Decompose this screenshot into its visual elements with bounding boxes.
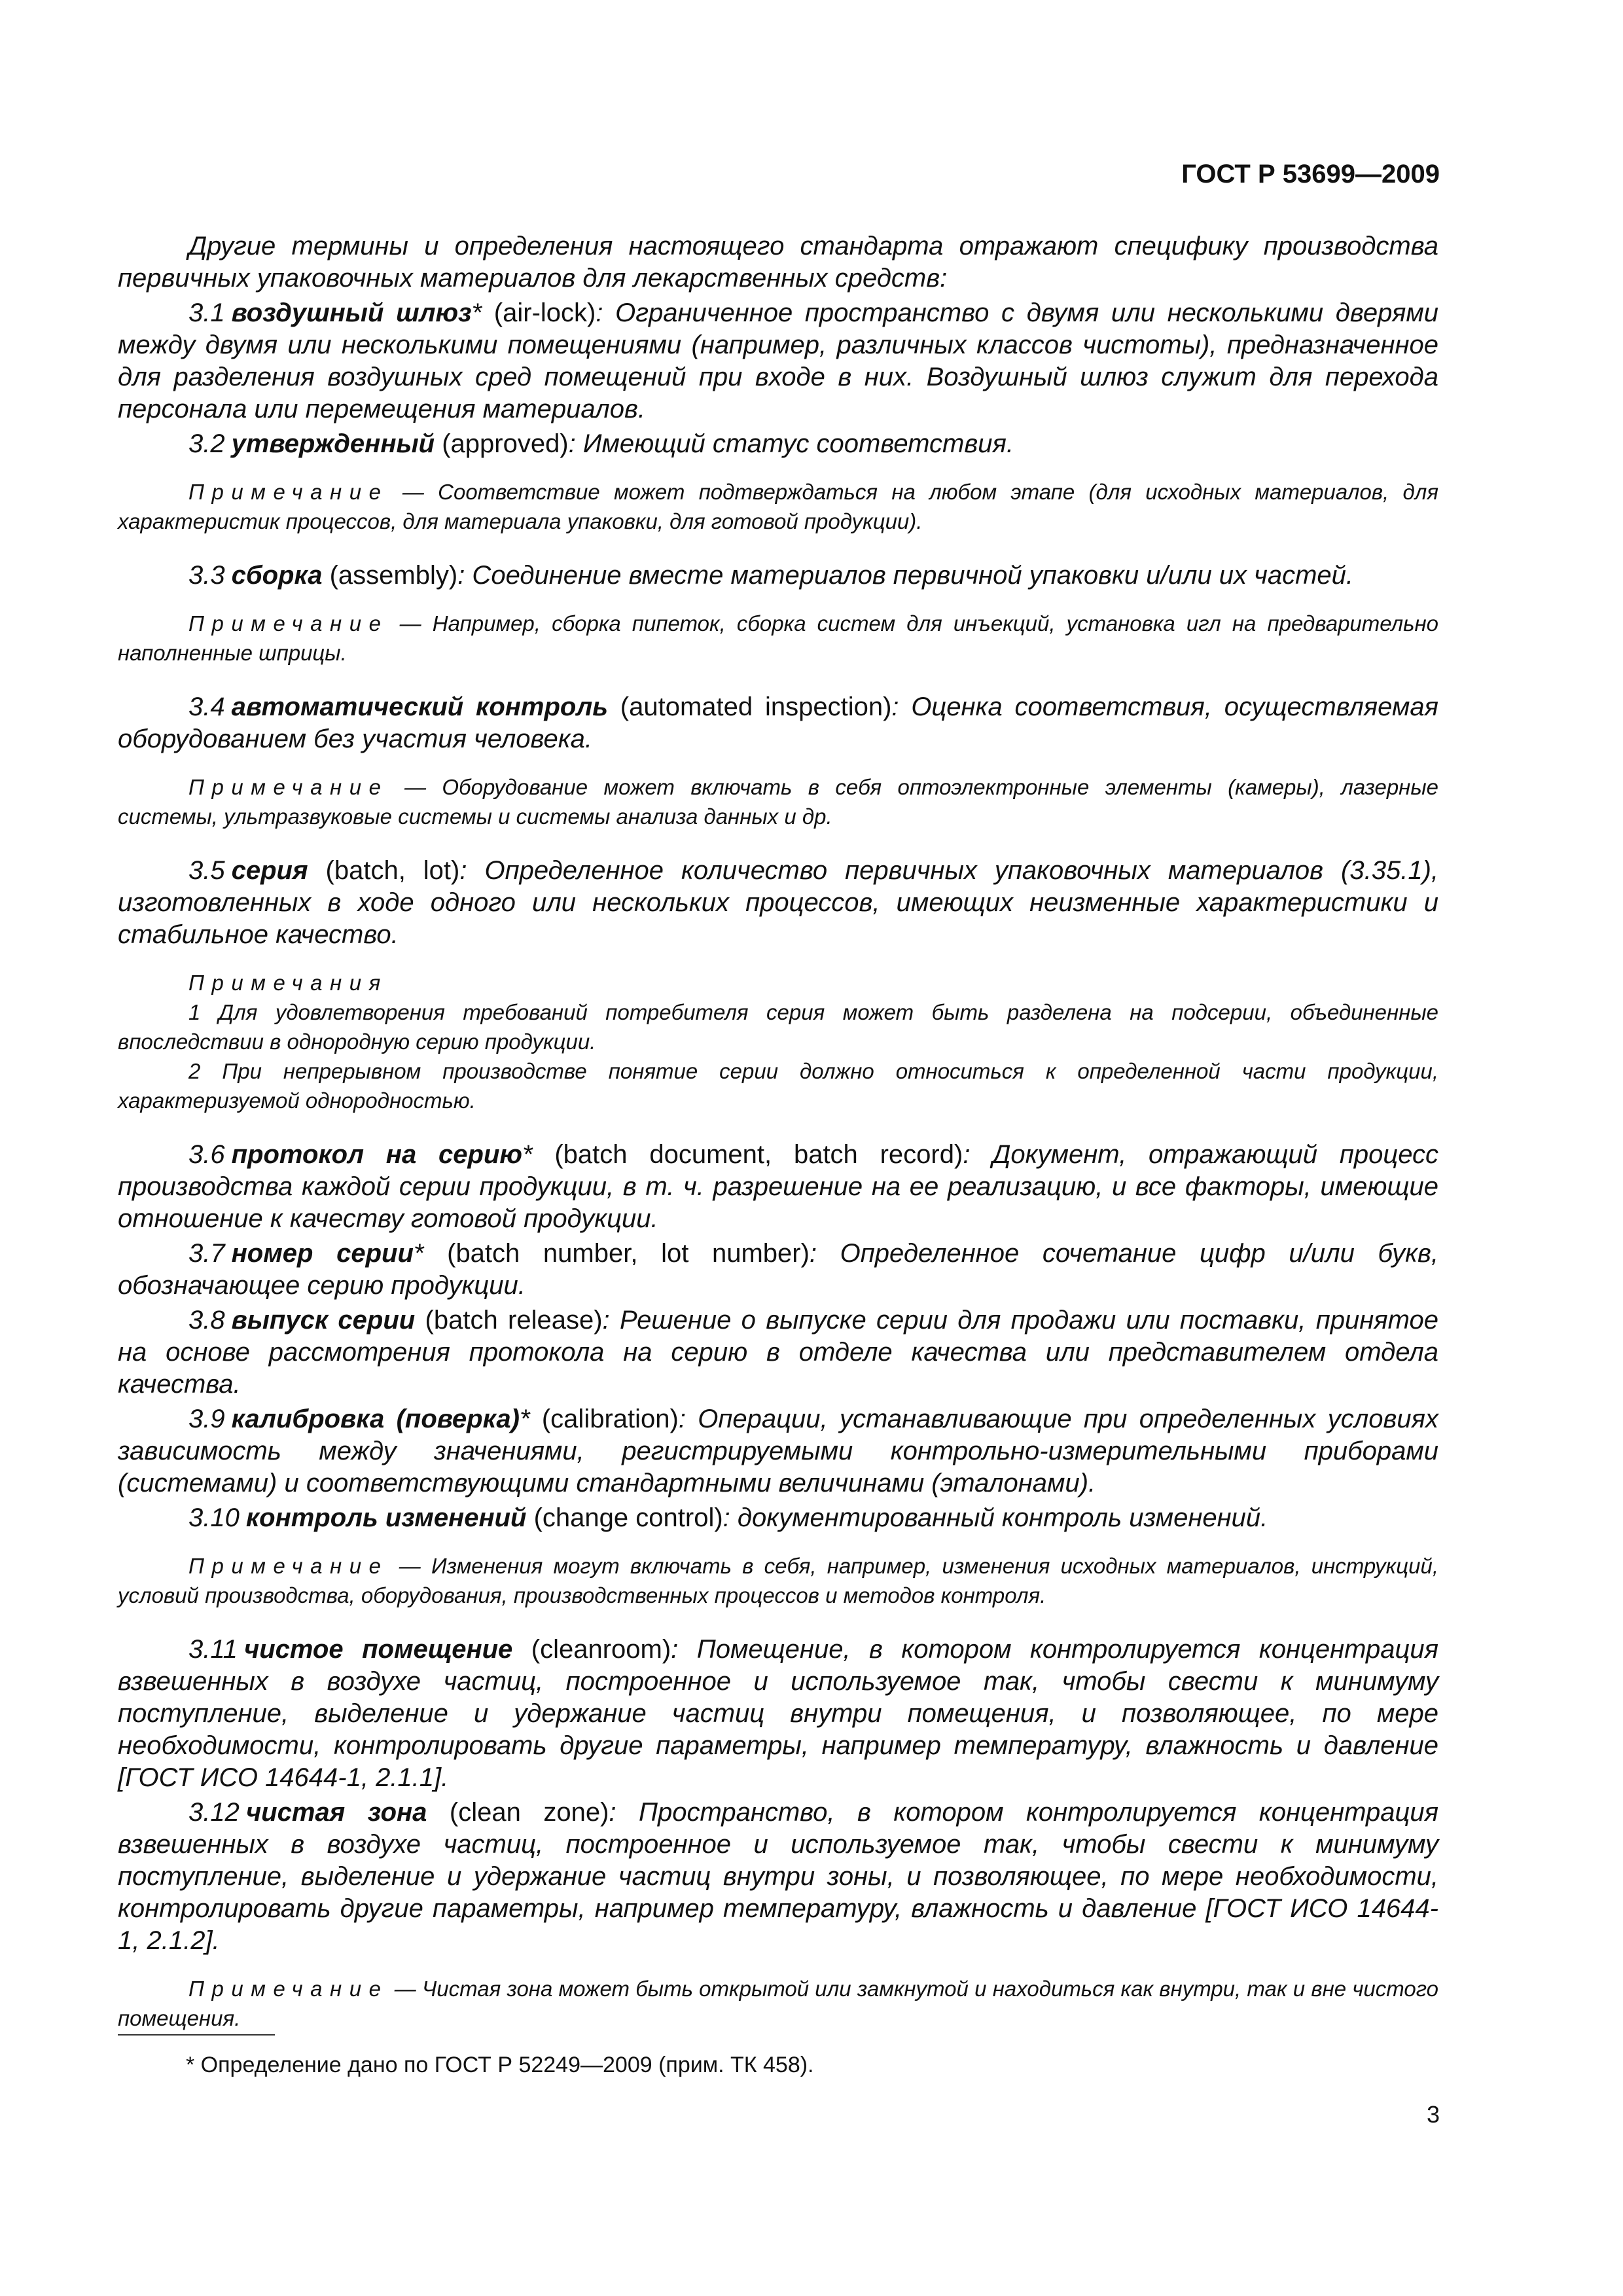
term-mark: * [522, 1140, 533, 1169]
term-english: (cleanroom) [512, 1635, 671, 1664]
note-dash: — [388, 1554, 432, 1578]
document-header: ГОСТ Р 53699—2009 [1181, 160, 1440, 188]
term-number: 3.2 [188, 429, 225, 458]
term-definition: : Операции, устанавливающие при определенных условиях зависимость между значениями, регистрируемыми контрольно-измерительными приборами (системами) и соответствующими стандартными величинами (эталонами). [118, 1405, 1438, 1498]
term-number: 3.3 [188, 561, 225, 590]
term-number: 3.5 [188, 856, 225, 885]
term-english: (assembly) [322, 561, 458, 590]
note-3-4 [118, 772, 1438, 831]
term-name: чистое помещение [243, 1635, 513, 1664]
term-definition: : Имеющий статус соответствия. [568, 429, 1014, 458]
note-3-10 [118, 1551, 1438, 1610]
document-body [118, 230, 1438, 2033]
note-dash: — [388, 1977, 423, 2001]
notes-heading: Примечания [188, 971, 388, 995]
term-number: 3.8 [188, 1306, 225, 1335]
term-english: (batch release) [415, 1306, 603, 1335]
term-definition: : Документ, отражающий процесс производства каждой серии продукции, в т. ч. разрешение на ее реализацию, и все факторы, имеющие отношение к качеству готовой продукции. [118, 1140, 1438, 1233]
note-dash: — [388, 611, 433, 636]
term-definition: : документированный контроль изменений. [722, 1503, 1268, 1532]
term-3-1 [118, 297, 1438, 425]
term-number: 3.12 [188, 1798, 240, 1827]
term-english: (change control) [526, 1503, 723, 1532]
term-3-8 [118, 1304, 1438, 1401]
term-3-11 [118, 1634, 1438, 1794]
note-text: Например, сборка пипеток, сборка систем для инъекций, установка игл на предварительно наполненные шприцы. [118, 611, 1438, 665]
note-text: Соответствие может подтверждаться на любом этапе (для исходных материалов, для характеристик процессов, для материала упаковки, для готовой продукции). [118, 480, 1438, 533]
note-text: Оборудование может включать в себя оптоэлектронные элементы (камеры), лазерные системы, ультразвуковые системы и системы анализа данных и др. [118, 775, 1438, 829]
term-name: сборка [231, 561, 323, 590]
note-3-12 [118, 1974, 1438, 2033]
term-name: утвержденный [231, 429, 435, 458]
term-definition: : Решение о выпуске серии для продажи или поставки, принятое на основе рассмотрения протокола на серию в отделе качества или представителем отдела качества. [118, 1306, 1438, 1399]
term-english: (batch number, lot number) [423, 1239, 810, 1268]
term-english: (air-lock) [482, 298, 596, 327]
term-english: (automated inspection) [607, 692, 892, 721]
note-3-5-1: 1 Для удовлетворения требований потребителя серия может быть разделена на подсерии, объединенные впоследствии в однородную серию продукции. [118, 1000, 1438, 1054]
term-definition: : Пространство, в котором контролируется концентрация взвешенных в воздухе частиц, построенное и используемое так, чтобы свести к минимуму поступление, выделение и удержание частиц внутри зоны, и позволяющее, по мере необходимости, контролировать другие параметры, например температуру, влажность и давление [ГОСТ ИСО 14644-1, 2.1.2]. [118, 1798, 1439, 1955]
term-number: 3.11 [188, 1635, 238, 1664]
term-3-3 [118, 560, 1438, 592]
note-text: Изменения могут включать в себя, например, изменения исходных материалов, инструкций, условий производства, оборудования, производственных процессов и методов контроля. [118, 1554, 1438, 1607]
term-3-4 [118, 691, 1438, 755]
term-name: номер серии [231, 1239, 414, 1268]
term-3-10 [118, 1502, 1438, 1534]
term-english: (batch document, batch record) [532, 1140, 963, 1169]
term-3-5 [118, 855, 1438, 951]
term-english: (approved) [435, 429, 569, 458]
term-number: 3.1 [188, 298, 225, 327]
note-dash: — [388, 480, 438, 504]
note-label: Примечание [188, 480, 389, 504]
term-number: 3.6 [188, 1140, 225, 1169]
intro-paragraph: Другие термины и определения настоящего стандарта отражают специфику производства первичных упаковочных материалов для лекарственных средств: [118, 232, 1438, 293]
term-number: 3.7 [188, 1239, 225, 1268]
term-definition: : Ограниченное пространство с двумя или несколькими дверями между двумя или несколькими помещениями (например, различных классов чистоты), предназначенное для разделения воздушных сред помещений при входе в них. Воздушный шлюз служит для перехода персонала или перемещения материалов. [118, 298, 1438, 423]
term-english: (calibration) [529, 1405, 679, 1433]
term-mark: * [413, 1239, 424, 1268]
term-english: (batch, lot) [308, 856, 460, 885]
page-number: 3 [1426, 2101, 1440, 2128]
term-3-6 [118, 1139, 1438, 1235]
term-number: 3.9 [188, 1405, 225, 1433]
note-label: Примечание [188, 775, 389, 799]
term-name: протокол на серию [231, 1140, 522, 1169]
term-3-7 [118, 1238, 1438, 1302]
note-label: Примечание [188, 1554, 389, 1578]
term-mark: * [471, 298, 482, 327]
term-3-12 [118, 1797, 1438, 1957]
note-label: Примечание [188, 611, 389, 636]
term-name: автоматический контроль [231, 692, 608, 721]
term-name: чистая зона [245, 1798, 427, 1827]
note-3-2 [118, 477, 1438, 536]
term-definition: : Соединение вместе материалов первичной упаковки и/или их частей. [457, 561, 1354, 590]
term-definition: : Определенное количество первичных упаковочных материалов (3.35.1), изготовленных в ходе одного или нескольких процессов, имеющих неизменные характеристики и стабильное качество. [118, 856, 1439, 949]
term-number: 3.4 [188, 692, 225, 721]
term-name: серия [231, 856, 308, 885]
note-text: Чистая зона может быть открытой или замкнутой и находиться как внутри, так и вне чистого помещения. [118, 1977, 1438, 2030]
note-dash: — [388, 775, 442, 799]
term-name: калибровка (поверка) [231, 1405, 520, 1433]
note-3-5-2: 2 При непрерывном производстве понятие серии должно относиться к определенной части продукции, характеризуемой однородностью. [118, 1059, 1438, 1113]
term-3-9 [118, 1403, 1438, 1499]
term-3-2 [118, 428, 1438, 460]
note-3-3 [118, 609, 1438, 668]
term-english: (clean zone) [427, 1798, 609, 1827]
term-mark: * [519, 1405, 530, 1433]
term-definition: : Помещение, в котором контролируется концентрация взвешенных в воздухе частиц, построенное и используемое так, чтобы свести к минимуму поступление, выделение и удержание частиц внутри помещения, и позволяющее, по мере необходимости, контролировать другие параметры, например температуру, влажность и давление [ГОСТ ИСО 14644-1, 2.1.1]. [118, 1635, 1438, 1792]
footnote: * Определение дано по ГОСТ Р 52249—2009 (прим. ТК 458). [186, 2053, 814, 2077]
term-name: воздушный шлюз [231, 298, 472, 327]
term-name: контроль изменений [245, 1503, 527, 1532]
note-label: Примечание [188, 1977, 389, 2001]
footnote-divider [118, 2034, 275, 2036]
term-definition: : Оценка соответствия, осуществляемая оборудованием без участия человека. [118, 692, 1438, 753]
term-name: выпуск серии [231, 1306, 416, 1335]
term-definition: : Определенное сочетание цифр и/или букв, обозначающее серию продукции. [118, 1239, 1438, 1300]
term-number: 3.10 [188, 1503, 240, 1532]
